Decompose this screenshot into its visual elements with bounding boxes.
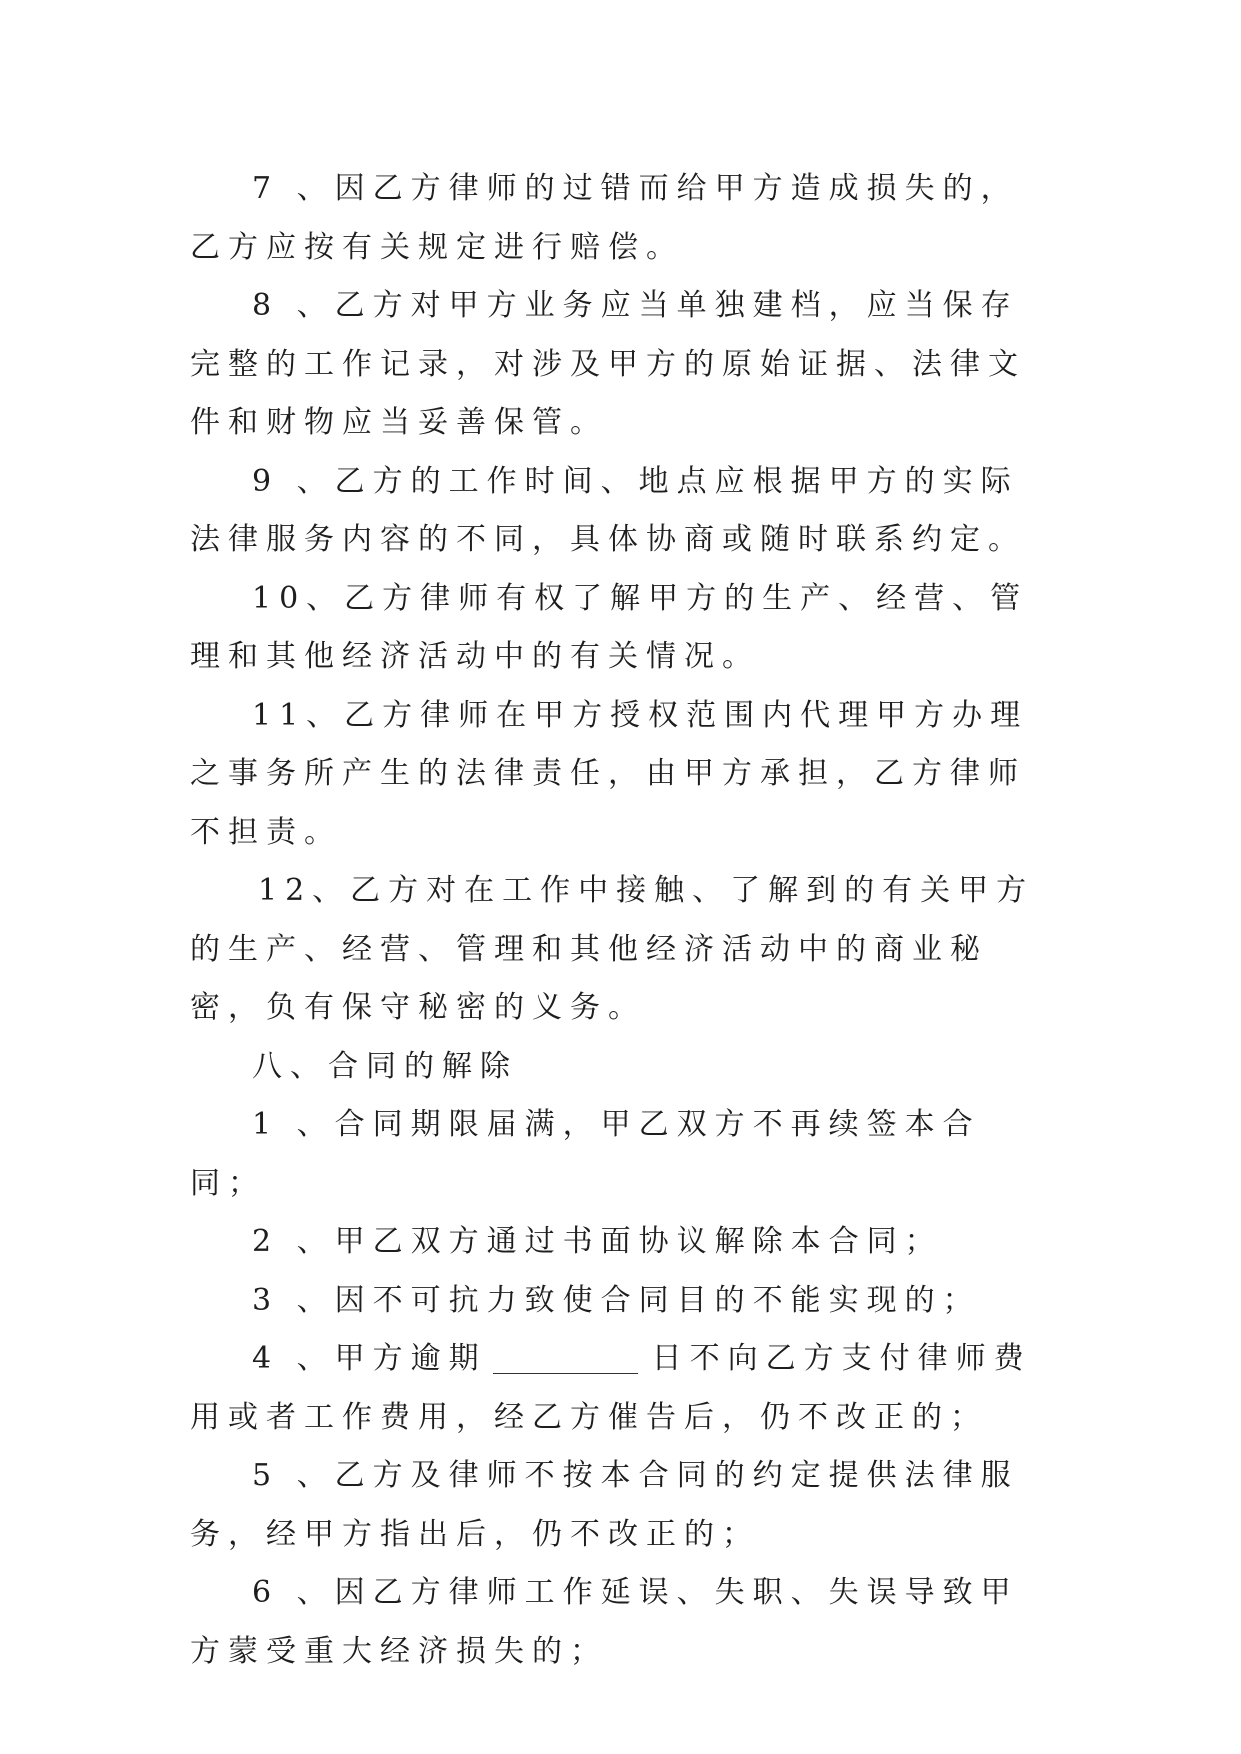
clause-12: 12、乙方对在工作中接触、了解到的有关甲方的生产、经营、管理和其他经济活动中的商业秘密，负有保守秘密的义务。 bbox=[190, 873, 1035, 1025]
days-blank-line bbox=[493, 1343, 638, 1374]
termination-item-4-end: 日不向乙方支付律师费用或者工作费用，经乙方催告后，仍不改正的； bbox=[190, 1341, 1032, 1435]
clause-11: 11、乙方律师在甲方授权范围内代理甲方办理之事务所产生的法律责任，由甲方承担，乙方律师不担责。 bbox=[190, 697, 1029, 850]
clause-9: 9 、乙方的工作时间、地点应根据甲方的实际法律服务内容的不同，具体协商或随时联系约定。 bbox=[190, 463, 1026, 557]
termination-item-5: 5 、乙方及律师不按本合同的约定提供法律服务，经甲方指出后，仍不改正的； bbox=[190, 1458, 1019, 1552]
clause-10: 10、乙方律师有权了解甲方的生产、经营、管理和其他经济活动中的有关情况。 bbox=[190, 580, 1029, 674]
clause-7: 7 、因乙方律师的过错而给甲方造成损失的，乙方应按有关规定进行赔偿。 bbox=[190, 171, 1019, 265]
section-heading-contract-termination: 八、合同的解除 bbox=[252, 1048, 518, 1084]
termination-item-6: 6 、因乙方律师工作延误、失职、失误导致甲方蒙受重大经济损失的； bbox=[190, 1575, 1019, 1669]
document-body bbox=[190, 160, 1050, 1681]
termination-item-1: 1 、合同期限届满，甲乙双方不再续签本合同； bbox=[190, 1107, 981, 1201]
clause-8: 8 、乙方对甲方业务应当单独建档，应当保存完整的工作记录，对涉及甲方的原始证据、法律文件和财物应当妥善保管。 bbox=[190, 288, 1026, 440]
termination-item-3: 3 、因不可抗力致使合同目的不能实现的； bbox=[252, 1282, 981, 1318]
termination-item-4 bbox=[190, 1330, 1050, 1447]
termination-item-2: 2 、甲乙双方通过书面协议解除本合同； bbox=[252, 1224, 943, 1259]
termination-item-4-start: 4 、甲方逾期 bbox=[252, 1341, 487, 1376]
